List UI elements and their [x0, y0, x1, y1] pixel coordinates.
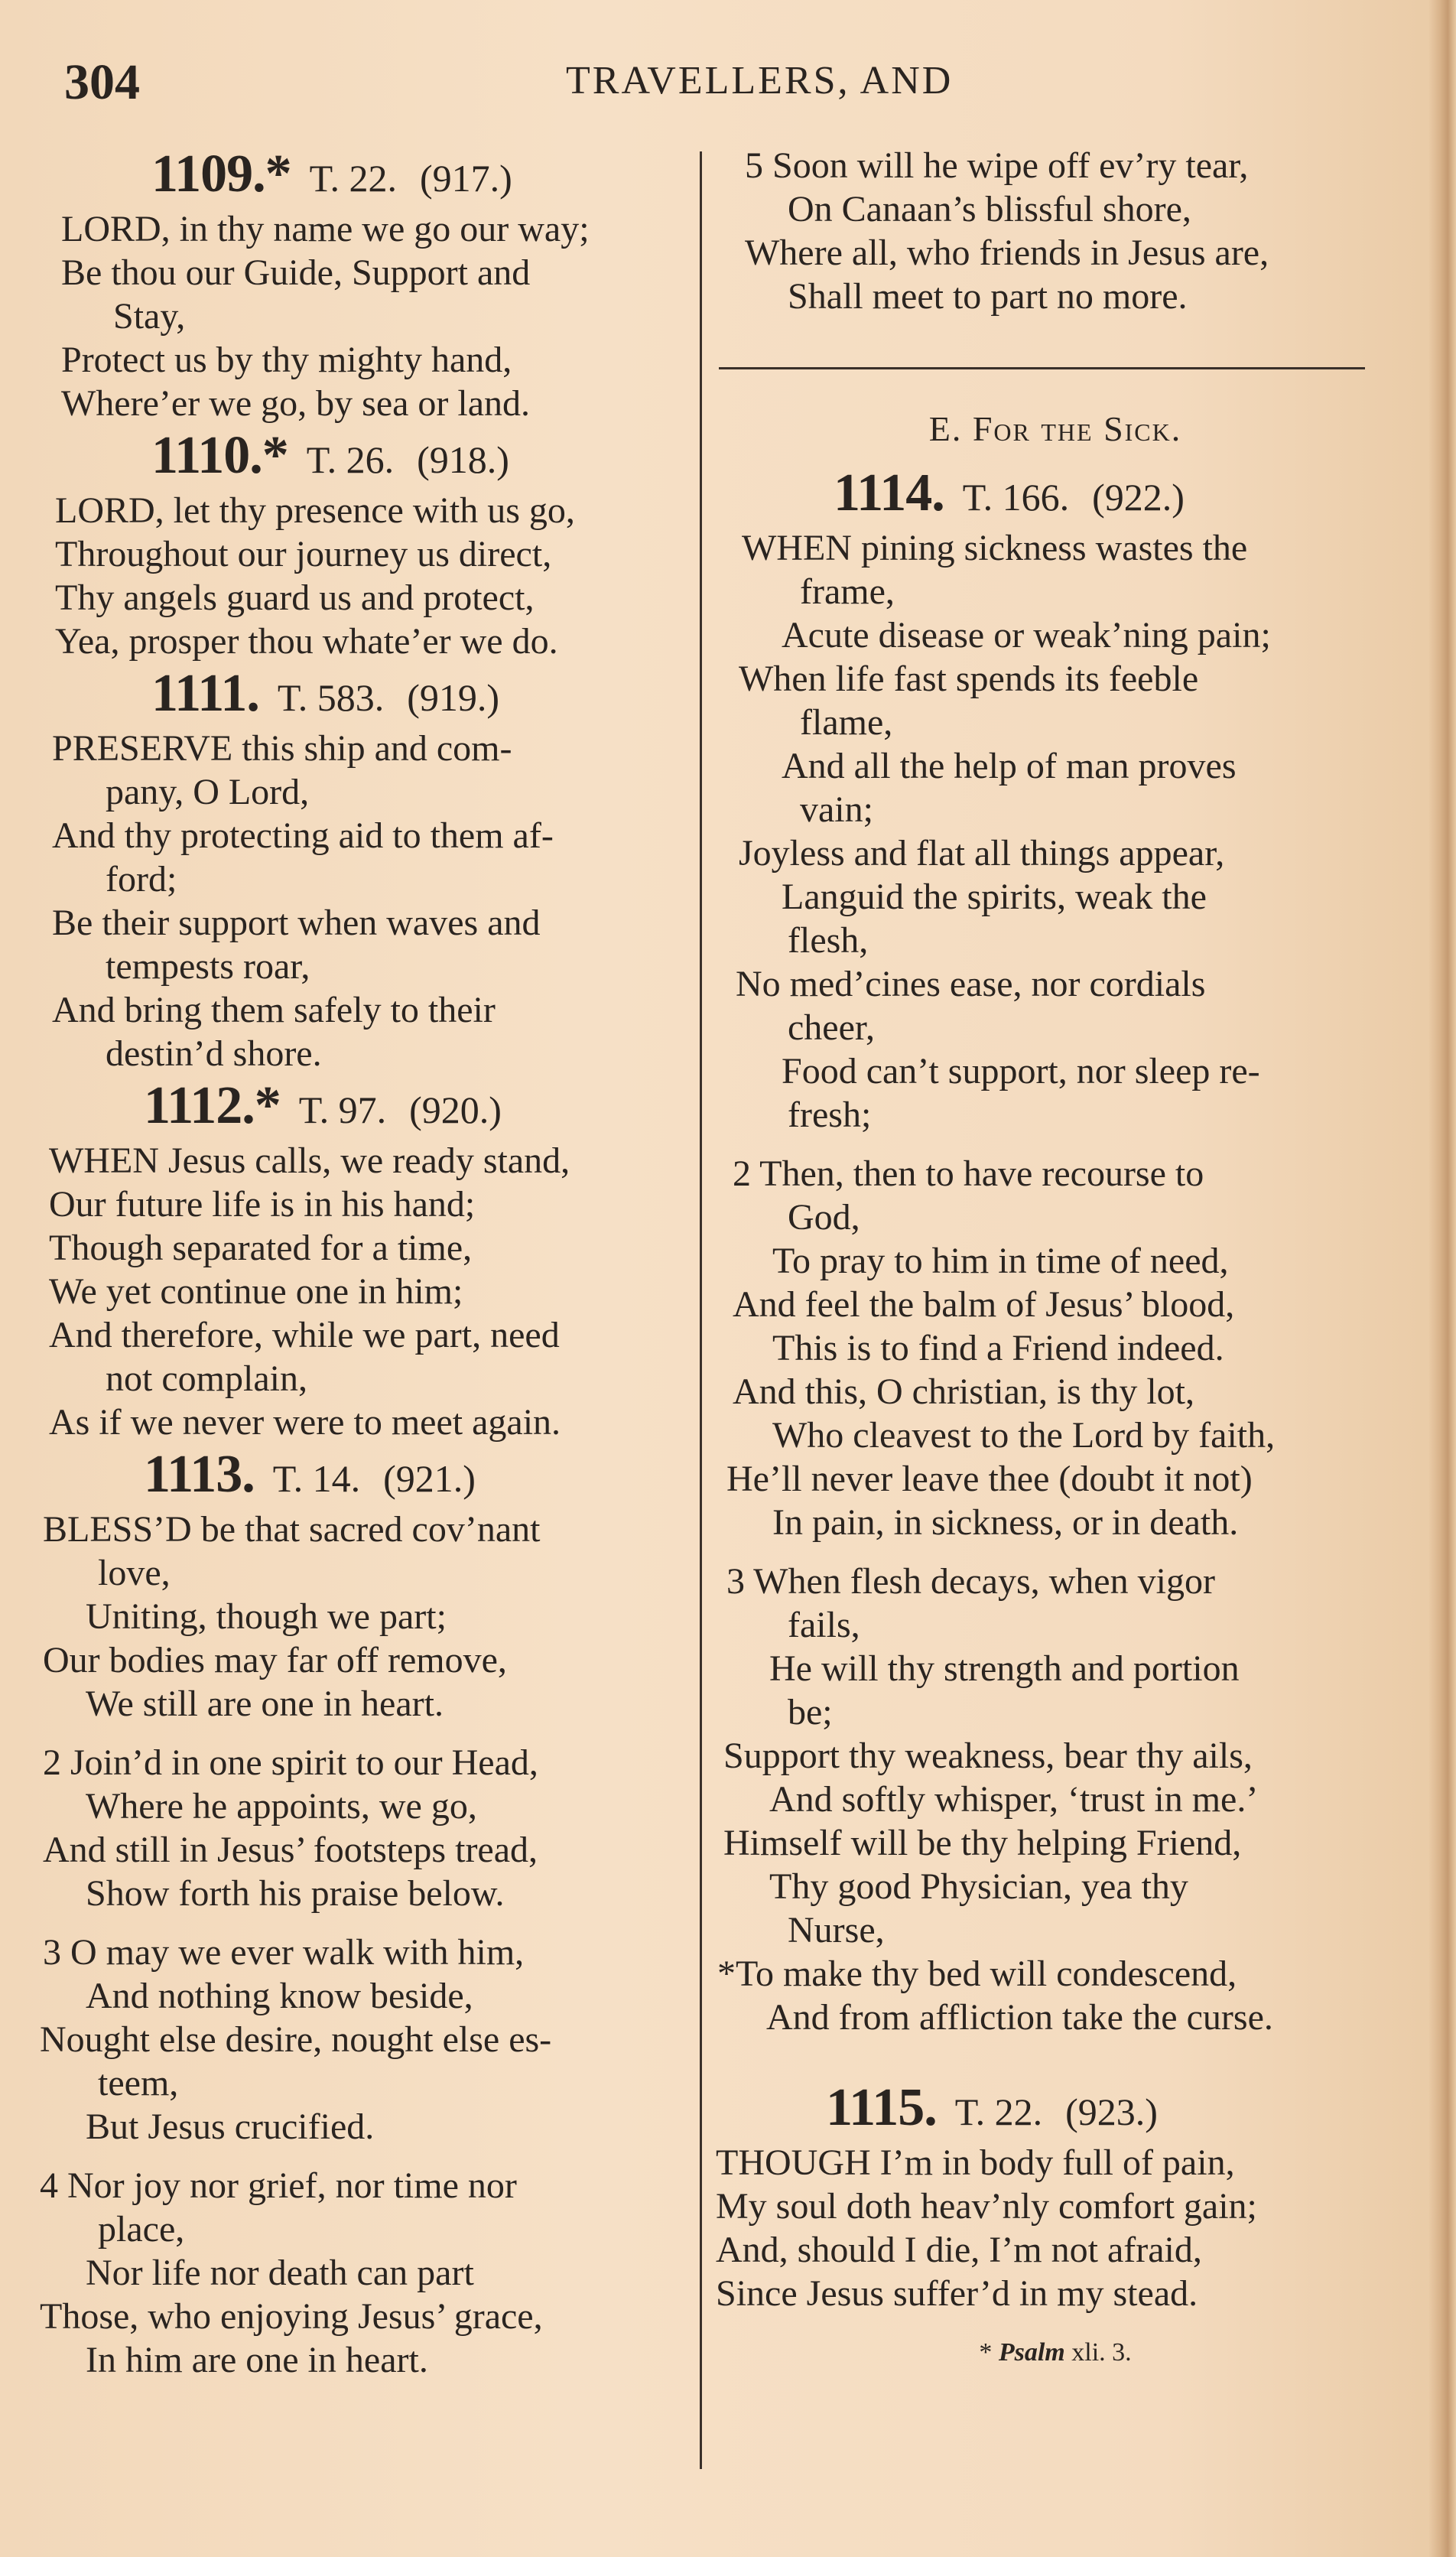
left-column — [37, 144, 722, 2382]
verse-line: 2 Join’d in one spirit to our Head, — [43, 1742, 538, 1783]
verse-line: Though separated for a time, — [49, 1228, 473, 1268]
hymn-1113 — [37, 1445, 722, 2382]
verse-line: ford; — [106, 859, 177, 900]
verse-line: Stay, — [113, 296, 186, 337]
verse-line: And softly whisper, ‘trust in me.’ — [769, 1779, 1259, 1820]
verse-line: In him are one in heart. — [86, 2340, 428, 2380]
verse-line: 5 Soon will he wipe off ev’ry tear, — [745, 145, 1249, 186]
verse-line: Acute disease or weak’ning pain; — [782, 615, 1271, 656]
verse-line: But Jesus crucified. — [86, 2106, 375, 2147]
verse-line: flesh, — [788, 920, 869, 961]
reference-number: (923.) — [1065, 2090, 1158, 2133]
verse-line: pany, O Lord, — [106, 772, 310, 812]
verse-line: Support thy weakness, bear thy ails, — [723, 1736, 1253, 1776]
hymn-number: 1112.* — [144, 1076, 281, 1135]
verse-line: *To make thy bed will condescend, — [717, 1954, 1237, 1994]
verse-line: Thy good Physician, yea thy — [769, 1866, 1188, 1907]
verse-line: be; — [788, 1692, 833, 1732]
right-column — [711, 144, 1399, 2367]
verse-line: frame, — [800, 571, 895, 612]
verse-line: And from affliction take the curse. — [766, 1997, 1273, 2038]
reference-number: (921.) — [383, 1457, 476, 1500]
verse-line: 3 O may we ever walk with him, — [43, 1932, 525, 1973]
section-title: E. For the Sick. — [928, 409, 1182, 448]
verse-line: 4 Nor joy nor grief, nor time nor — [40, 2165, 517, 2206]
verse-line: On Canaan’s blissful shore, — [788, 189, 1191, 229]
stanza-gap — [711, 1544, 1399, 1560]
verse-line: Languid the spirits, weak the — [782, 877, 1207, 917]
verse-line: fails, — [788, 1605, 860, 1645]
tune-number: T. 22. — [309, 157, 397, 200]
hymn-1111 — [37, 664, 722, 1075]
verse-line: Nurse, — [788, 1910, 885, 1950]
verse-line: Our bodies may far off remove, — [43, 1640, 507, 1680]
hymn-1114 — [711, 464, 1399, 2039]
verse-line: Throughout our journey us direct, — [55, 534, 552, 574]
verse-line: And all the help of man proves — [782, 746, 1237, 786]
verse-line: Where he appoints, we go, — [86, 1786, 477, 1827]
hymn-1112-continuation — [711, 144, 1399, 318]
hymn-1112 — [37, 1076, 722, 1444]
hymn-heading — [37, 664, 722, 724]
verse-line: Yea, prosper thou whate’er we do. — [55, 621, 558, 662]
verse-line: PRESERVE this ship and com- — [52, 728, 512, 769]
page-header — [61, 54, 1407, 115]
footnote-verse: xli. 3. — [1064, 2338, 1132, 2367]
hymn-number: 1113. — [144, 1445, 255, 1504]
verse-line: And nothing know beside, — [86, 1976, 473, 2016]
tune-number: T. 97. — [298, 1088, 387, 1131]
hymn-1110 — [37, 426, 722, 663]
verse-line: flame, — [800, 702, 893, 743]
verse-line: Since Jesus suffer’d in my stead. — [716, 2273, 1198, 2314]
verse-line: When life fast spends its feeble — [739, 659, 1199, 699]
stanza-gap — [37, 1726, 722, 1741]
verse-line: 3 When flesh decays, when vigor — [726, 1561, 1215, 1602]
hymn-heading — [711, 464, 1399, 523]
tune-number: T. 26. — [306, 438, 395, 481]
verse-line: Our future life is in his hand; — [49, 1184, 476, 1225]
verse-line: We still are one in heart. — [86, 1684, 444, 1724]
hymn-number: 1109.* — [151, 145, 291, 203]
hymn-heading — [37, 145, 722, 204]
verse-line: LORD, let thy presence with us go, — [55, 490, 575, 531]
verse-line: As if we never were to meet again. — [49, 1402, 561, 1443]
tune-number: T. 583. — [277, 676, 385, 719]
reference-number: (917.) — [419, 157, 512, 200]
verse-line: tempests roar, — [106, 946, 310, 987]
verse-line: Food can’t support, nor sleep re- — [782, 1051, 1260, 1091]
hymn-heading — [37, 426, 722, 486]
verse-line: Who cleavest to the Lord by faith, — [772, 1415, 1276, 1456]
hymn-spacer — [711, 2039, 1399, 2077]
verse-line: destin’d shore. — [106, 1033, 322, 1074]
stanza-gap — [711, 1137, 1399, 1152]
verse-line: And this, O christian, is thy lot, — [733, 1371, 1194, 1412]
verse-line: Protect us by thy mighty hand, — [61, 340, 512, 380]
verse-line: No med’cines ease, nor cordials — [736, 964, 1206, 1004]
hymn-number: 1111. — [151, 664, 259, 723]
verse-line: He’ll never leave thee (doubt it not) — [726, 1459, 1253, 1499]
verse-line: love, — [98, 1553, 171, 1593]
verse-line: Where all, who friends in Jesus are, — [745, 233, 1269, 273]
verse-line: place, — [98, 2209, 185, 2250]
hymn-1109 — [37, 145, 722, 425]
verse-line: cheer, — [788, 1007, 875, 1048]
verse-line: And thy protecting aid to them af- — [52, 815, 554, 856]
tune-number: T. 22. — [954, 2090, 1043, 2133]
verse-line: To pray to him in time of need, — [772, 1241, 1229, 1281]
verse-line: Be thou our Guide, Support and — [61, 252, 531, 293]
verse-line: THOUGH I’m in body full of pain, — [716, 2142, 1235, 2183]
verse-line: Nor life nor death can part — [86, 2253, 474, 2293]
footnote-book: Psalm — [998, 2338, 1065, 2367]
hymn-number: 1110.* — [151, 426, 288, 485]
verse-line: We yet continue one in him; — [49, 1271, 463, 1312]
verse-line: Joyless and flat all things appear, — [739, 833, 1225, 873]
verse-line: Himself will be thy helping Friend, — [723, 1823, 1242, 1863]
section-rule — [719, 367, 1365, 369]
verse-line: Uniting, though we part; — [86, 1596, 447, 1637]
stanza-gap — [37, 2149, 722, 2164]
verse-line: fresh; — [788, 1095, 872, 1135]
hymn-number: 1115. — [826, 2078, 937, 2137]
hymn-heading — [37, 1076, 722, 1136]
verse-line: Shall meet to part no more. — [788, 276, 1188, 317]
hymn-1115 — [711, 2078, 1399, 2315]
verse-line: He will thy strength and portion — [769, 1648, 1240, 1689]
verse-line: And feel the balm of Jesus’ blood, — [733, 1284, 1235, 1325]
verse-line: And still in Jesus’ footsteps tread, — [43, 1830, 538, 1870]
reference-number: (918.) — [417, 438, 509, 481]
reference-number: (920.) — [409, 1088, 502, 1131]
verse-line: not complain, — [106, 1358, 307, 1399]
verse-line: And therefore, while we part, need — [49, 1315, 560, 1355]
page-number: 304 — [64, 54, 140, 110]
page-edge — [1428, 0, 1456, 2557]
verse-line: Be their support when waves and — [52, 903, 541, 943]
reference-number: (919.) — [407, 676, 500, 719]
footnote-mark: * — [979, 2338, 999, 2367]
verse-line: Thy angels guard us and protect, — [55, 577, 535, 618]
tune-number: T. 14. — [272, 1457, 361, 1500]
verse-line: Where’er we go, by sea or land. — [61, 383, 531, 424]
verse-line: Show forth his praise below. — [86, 1873, 505, 1914]
verse-line: In pain, in sickness, or in death. — [772, 1502, 1239, 1543]
verse-line: This is to find a Friend indeed. — [772, 1328, 1224, 1368]
verse-line: 2 Then, then to have recourse to — [733, 1153, 1204, 1194]
verse-line: BLESS’D be that sacred cov’nant — [43, 1509, 541, 1550]
verse-line: My soul doth heav’nly comfort gain; — [716, 2186, 1257, 2227]
verse-line: LORD, in thy name we go our way; — [61, 209, 590, 249]
hymn-number: 1114. — [834, 464, 944, 522]
verse-line: vain; — [800, 789, 873, 830]
verse-line: Nought else desire, nought else es- — [40, 2019, 552, 2060]
stanza-gap — [37, 1915, 722, 1931]
verse-line: God, — [788, 1197, 860, 1238]
hymn-heading — [37, 1445, 722, 1505]
reference-number: (922.) — [1092, 476, 1185, 519]
verse-line: And bring them safely to their — [52, 990, 496, 1030]
footnote — [711, 2338, 1399, 2367]
verse-line: Those, who enjoying Jesus’ grace, — [40, 2296, 543, 2337]
hymn-heading — [711, 2078, 1399, 2138]
verse-line: teem, — [98, 2063, 179, 2103]
running-head: TRAVELLERS, AND — [566, 59, 954, 102]
tune-number: T. 166. — [962, 476, 1070, 519]
verse-line: WHEN Jesus calls, we ready stand, — [49, 1140, 570, 1181]
verse-line: WHEN pining sickness wastes the — [742, 528, 1248, 568]
verse-line: And, should I die, I’m not afraid, — [716, 2230, 1202, 2270]
